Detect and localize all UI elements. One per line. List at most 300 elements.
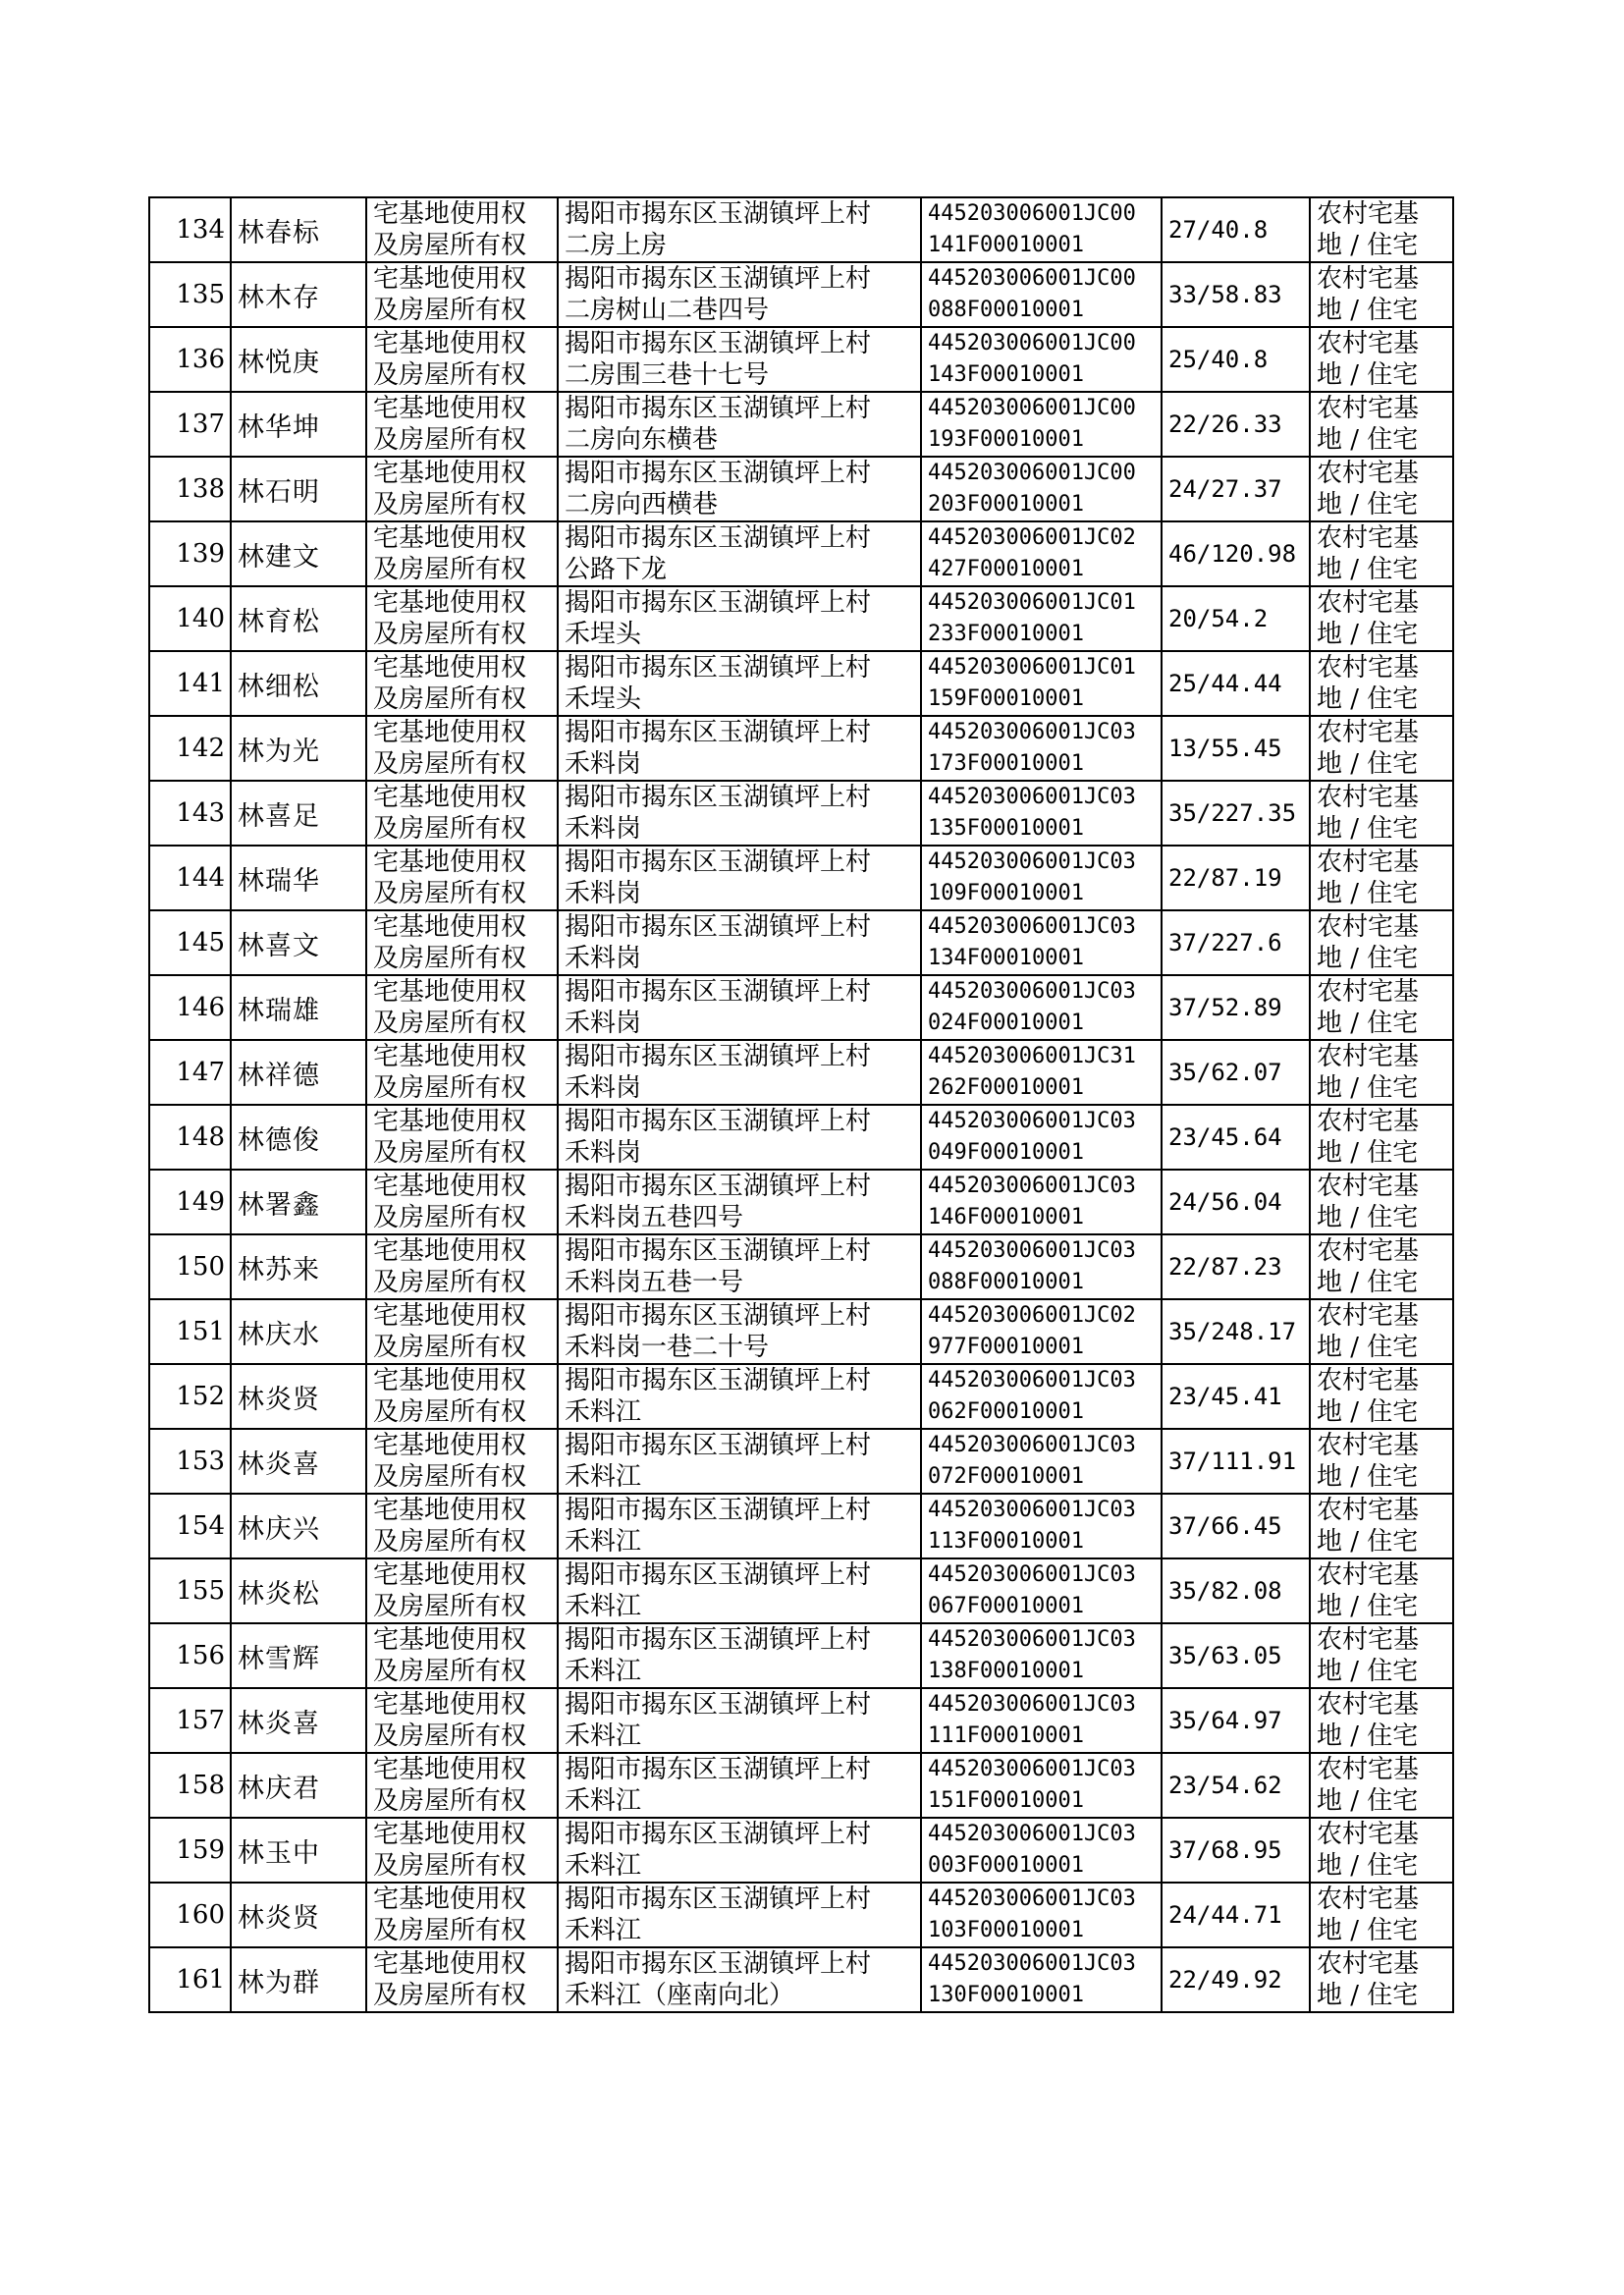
unit-code-line-2: 109F00010001 (928, 881, 1084, 905)
owner-name: 林华坤 (231, 392, 366, 457)
unit-code-line-2: 103F00010001 (928, 1918, 1084, 1942)
right-type-line-2: 及房屋所有权 (373, 1462, 527, 1492)
land-use-line-1: 农村宅基 (1317, 1820, 1420, 1849)
location-cell (558, 457, 921, 521)
location-line-2: 二房上房 (565, 231, 668, 260)
unit-code-line-2: 173F00010001 (928, 751, 1084, 776)
unit-code-line-1: 445203006001JC03 (928, 1174, 1136, 1198)
location-line-2: 禾料江 (565, 1657, 642, 1686)
row-number: 148 (149, 1105, 231, 1170)
location-line-2: 禾料江（座南向北） (565, 1981, 795, 2010)
row-number: 160 (149, 1883, 231, 1947)
right-type-line-2: 及房屋所有权 (373, 1333, 527, 1362)
owner-name: 林建文 (231, 521, 366, 586)
register-body (149, 197, 1453, 2012)
location-line-2: 二房向东横巷 (565, 425, 719, 455)
land-use-line-1: 农村宅基 (1317, 1301, 1420, 1331)
location-cell (558, 1364, 921, 1429)
area-value: 24/27.37 (1162, 457, 1310, 521)
land-use-line-1: 农村宅基 (1317, 1366, 1420, 1395)
unit-code-cell (921, 1105, 1162, 1170)
row-number: 150 (149, 1234, 231, 1299)
unit-code-line-1: 445203006001JC03 (928, 914, 1136, 939)
land-use-line-2: 地 / 住宅 (1317, 684, 1419, 714)
right-type-line-2: 及房屋所有权 (373, 360, 527, 390)
right-type-line-2: 及房屋所有权 (373, 1851, 527, 1881)
table-row (149, 1623, 1453, 1688)
area-value: 35/62.07 (1162, 1040, 1310, 1105)
location-line-1: 揭阳市揭东区玉湖镇坪上村 (565, 329, 872, 358)
unit-code-line-2: 262F00010001 (928, 1075, 1084, 1100)
location-cell (558, 262, 921, 327)
unit-code-line-1: 445203006001JC03 (928, 720, 1136, 744)
right-type-line-1: 宅基地使用权 (373, 1496, 527, 1525)
land-use-cell (1310, 1623, 1453, 1688)
land-use-cell (1310, 327, 1453, 392)
row-number: 159 (149, 1818, 231, 1883)
unit-code-cell (921, 716, 1162, 781)
right-type-cell (366, 1105, 558, 1170)
unit-code-line-2: 143F00010001 (928, 362, 1084, 387)
unit-code-line-2: 141F00010001 (928, 233, 1084, 257)
location-line-2: 二房树山二巷四号 (565, 296, 770, 325)
unit-code-line-1: 445203006001JC03 (928, 1951, 1136, 1976)
owner-name: 林炎松 (231, 1558, 366, 1623)
owner-name: 林署鑫 (231, 1170, 366, 1234)
unit-code-cell (921, 1558, 1162, 1623)
unit-code-line-2: 067F00010001 (928, 1594, 1084, 1618)
unit-code-line-1: 445203006001JC03 (928, 1238, 1136, 1263)
right-type-line-1: 宅基地使用权 (373, 329, 527, 358)
unit-code-line-2: 024F00010001 (928, 1011, 1084, 1035)
unit-code-line-1: 445203006001JC03 (928, 1562, 1136, 1587)
right-type-line-1: 宅基地使用权 (373, 1625, 527, 1655)
unit-code-line-1: 445203006001JC00 (928, 461, 1136, 485)
row-number: 156 (149, 1623, 231, 1688)
unit-code-line-1: 445203006001JC00 (928, 331, 1136, 355)
right-type-line-2: 及房屋所有权 (373, 684, 527, 714)
right-type-line-1: 宅基地使用权 (373, 264, 527, 294)
location-line-1: 揭阳市揭东区玉湖镇坪上村 (565, 1366, 872, 1395)
unit-code-line-2: 203F00010001 (928, 492, 1084, 517)
land-use-cell (1310, 651, 1453, 716)
owner-name: 林炎贤 (231, 1364, 366, 1429)
area-value: 22/87.23 (1162, 1234, 1310, 1299)
location-line-1: 揭阳市揭东区玉湖镇坪上村 (565, 394, 872, 423)
right-type-line-2: 及房屋所有权 (373, 1268, 527, 1297)
location-cell (558, 1299, 921, 1364)
unit-code-line-1: 445203006001JC03 (928, 1822, 1136, 1846)
location-line-1: 揭阳市揭东区玉湖镇坪上村 (565, 1690, 872, 1720)
unit-code-cell (921, 327, 1162, 392)
table-row (149, 327, 1453, 392)
right-type-cell (366, 1299, 558, 1364)
area-value: 37/227.6 (1162, 910, 1310, 975)
right-type-line-1: 宅基地使用权 (373, 459, 527, 488)
location-line-2: 禾料岗五巷一号 (565, 1268, 744, 1297)
right-type-cell (366, 651, 558, 716)
area-value: 27/40.8 (1162, 197, 1310, 262)
land-use-line-2: 地 / 住宅 (1317, 490, 1419, 519)
right-type-line-1: 宅基地使用权 (373, 912, 527, 942)
unit-code-cell (921, 1040, 1162, 1105)
location-line-1: 揭阳市揭东区玉湖镇坪上村 (565, 1431, 872, 1460)
land-use-cell (1310, 521, 1453, 586)
row-number: 139 (149, 521, 231, 586)
land-use-line-2: 地 / 住宅 (1317, 1721, 1419, 1751)
location-line-1: 揭阳市揭东区玉湖镇坪上村 (565, 912, 872, 942)
right-type-line-2: 及房屋所有权 (373, 555, 527, 584)
land-use-line-2: 地 / 住宅 (1317, 1203, 1419, 1232)
owner-name: 林炎贤 (231, 1883, 366, 1947)
location-line-2: 公路下龙 (565, 555, 668, 584)
right-type-cell (366, 975, 558, 1040)
unit-code-line-2: 427F00010001 (928, 557, 1084, 581)
right-type-cell (366, 1170, 558, 1234)
unit-code-line-1: 445203006001JC03 (928, 849, 1136, 874)
right-type-cell (366, 781, 558, 846)
right-type-cell (366, 1947, 558, 2012)
unit-code-line-1: 445203006001JC03 (928, 1498, 1136, 1522)
unit-code-line-1: 445203006001JC03 (928, 1757, 1136, 1781)
unit-code-cell (921, 781, 1162, 846)
location-line-1: 揭阳市揭东区玉湖镇坪上村 (565, 264, 872, 294)
right-type-cell (366, 1234, 558, 1299)
land-use-cell (1310, 1364, 1453, 1429)
row-number: 138 (149, 457, 231, 521)
location-cell (558, 1170, 921, 1234)
land-use-line-2: 地 / 住宅 (1317, 1657, 1419, 1686)
location-line-1: 揭阳市揭东区玉湖镇坪上村 (565, 783, 872, 812)
right-type-line-2: 及房屋所有权 (373, 620, 527, 649)
owner-name: 林玉中 (231, 1818, 366, 1883)
area-value: 22/49.92 (1162, 1947, 1310, 2012)
right-type-cell (366, 197, 558, 262)
land-use-cell (1310, 197, 1453, 262)
unit-code-line-2: 159F00010001 (928, 686, 1084, 711)
location-line-1: 揭阳市揭东区玉湖镇坪上村 (565, 1107, 872, 1136)
right-type-line-1: 宅基地使用权 (373, 1301, 527, 1331)
table-row (149, 846, 1453, 910)
right-type-line-2: 及房屋所有权 (373, 1073, 527, 1103)
unit-code-line-2: 072F00010001 (928, 1464, 1084, 1489)
row-number: 143 (149, 781, 231, 846)
table-row (149, 1429, 1453, 1494)
unit-code-line-2: 146F00010001 (928, 1205, 1084, 1229)
location-line-2: 禾料江 (565, 1462, 642, 1492)
unit-code-line-1: 445203006001JC03 (928, 1368, 1136, 1393)
location-line-1: 揭阳市揭东区玉湖镇坪上村 (565, 1496, 872, 1525)
unit-code-line-2: 193F00010001 (928, 427, 1084, 452)
row-number: 145 (149, 910, 231, 975)
location-line-1: 揭阳市揭东区玉湖镇坪上村 (565, 1172, 872, 1201)
land-use-line-2: 地 / 住宅 (1317, 1592, 1419, 1621)
land-use-line-1: 农村宅基 (1317, 718, 1420, 747)
location-line-2: 禾料岗五巷四号 (565, 1203, 744, 1232)
land-use-cell (1310, 910, 1453, 975)
owner-name: 林祥德 (231, 1040, 366, 1105)
land-use-line-1: 农村宅基 (1317, 329, 1420, 358)
row-number: 137 (149, 392, 231, 457)
location-cell (558, 1494, 921, 1558)
table-row (149, 1494, 1453, 1558)
location-line-1: 揭阳市揭东区玉湖镇坪上村 (565, 199, 872, 229)
location-cell (558, 586, 921, 651)
unit-code-cell (921, 910, 1162, 975)
land-use-line-1: 农村宅基 (1317, 977, 1420, 1007)
unit-code-line-2: 003F00010001 (928, 1853, 1084, 1878)
location-line-1: 揭阳市揭东区玉湖镇坪上村 (565, 523, 872, 553)
right-type-cell (366, 327, 558, 392)
location-line-2: 禾料江 (565, 1721, 642, 1751)
table-row (149, 1105, 1453, 1170)
right-type-line-1: 宅基地使用权 (373, 1042, 527, 1071)
right-type-line-2: 及房屋所有权 (373, 231, 527, 260)
owner-name: 林雪辉 (231, 1623, 366, 1688)
owner-name: 林为群 (231, 1947, 366, 2012)
location-line-2: 禾料岗 (565, 879, 642, 908)
area-value: 35/248.17 (1162, 1299, 1310, 1364)
right-type-cell (366, 1429, 558, 1494)
unit-code-line-2: 113F00010001 (928, 1529, 1084, 1554)
owner-name: 林苏来 (231, 1234, 366, 1299)
land-use-line-1: 农村宅基 (1317, 653, 1420, 683)
location-line-1: 揭阳市揭东区玉湖镇坪上村 (565, 1301, 872, 1331)
unit-code-line-1: 445203006001JC02 (928, 1303, 1136, 1328)
location-cell (558, 1234, 921, 1299)
location-line-2: 禾料岗一巷二十号 (565, 1333, 770, 1362)
location-cell (558, 651, 921, 716)
unit-code-line-2: 049F00010001 (928, 1140, 1084, 1165)
unit-code-cell (921, 197, 1162, 262)
right-type-line-2: 及房屋所有权 (373, 944, 527, 973)
right-type-cell (366, 716, 558, 781)
area-value: 13/55.45 (1162, 716, 1310, 781)
right-type-line-1: 宅基地使用权 (373, 653, 527, 683)
row-number: 146 (149, 975, 231, 1040)
right-type-line-1: 宅基地使用权 (373, 1949, 527, 1979)
land-use-line-2: 地 / 住宅 (1317, 1397, 1419, 1427)
right-type-line-2: 及房屋所有权 (373, 425, 527, 455)
land-use-cell (1310, 1429, 1453, 1494)
location-line-1: 揭阳市揭东区玉湖镇坪上村 (565, 718, 872, 747)
unit-code-cell (921, 392, 1162, 457)
right-type-line-1: 宅基地使用权 (373, 783, 527, 812)
unit-code-cell (921, 1299, 1162, 1364)
right-type-line-2: 及房屋所有权 (373, 1657, 527, 1686)
table-row (149, 910, 1453, 975)
location-line-2: 禾埕头 (565, 620, 642, 649)
land-use-line-1: 农村宅基 (1317, 394, 1420, 423)
land-use-cell (1310, 846, 1453, 910)
row-number: 149 (149, 1170, 231, 1234)
unit-code-cell (921, 1234, 1162, 1299)
owner-name: 林庆水 (231, 1299, 366, 1364)
right-type-line-1: 宅基地使用权 (373, 1107, 527, 1136)
owner-name: 林炎喜 (231, 1429, 366, 1494)
land-use-line-2: 地 / 住宅 (1317, 814, 1419, 844)
area-value: 23/54.62 (1162, 1753, 1310, 1818)
area-value: 24/44.71 (1162, 1883, 1310, 1947)
row-number: 136 (149, 327, 231, 392)
owner-name: 林悦庚 (231, 327, 366, 392)
land-use-line-2: 地 / 住宅 (1317, 944, 1419, 973)
location-line-2: 禾料岗 (565, 944, 642, 973)
right-type-line-1: 宅基地使用权 (373, 1431, 527, 1460)
unit-code-line-2: 130F00010001 (928, 1983, 1084, 2007)
land-use-cell (1310, 716, 1453, 781)
right-type-line-2: 及房屋所有权 (373, 1203, 527, 1232)
land-use-cell (1310, 586, 1453, 651)
area-value: 23/45.64 (1162, 1105, 1310, 1170)
land-use-line-2: 地 / 住宅 (1317, 1981, 1419, 2010)
right-type-line-2: 及房屋所有权 (373, 749, 527, 779)
table-row (149, 781, 1453, 846)
right-type-cell (366, 846, 558, 910)
unit-code-line-1: 445203006001JC31 (928, 1044, 1136, 1068)
right-type-line-1: 宅基地使用权 (373, 847, 527, 877)
land-use-line-2: 地 / 住宅 (1317, 425, 1419, 455)
land-use-line-1: 农村宅基 (1317, 1107, 1420, 1136)
land-use-line-1: 农村宅基 (1317, 1431, 1420, 1460)
unit-code-line-1: 445203006001JC00 (928, 201, 1136, 226)
right-type-line-1: 宅基地使用权 (373, 394, 527, 423)
right-type-line-2: 及房屋所有权 (373, 1721, 527, 1751)
land-use-cell (1310, 1883, 1453, 1947)
land-use-cell (1310, 975, 1453, 1040)
land-use-line-2: 地 / 住宅 (1317, 1527, 1419, 1557)
right-type-line-2: 及房屋所有权 (373, 1009, 527, 1038)
land-use-line-2: 地 / 住宅 (1317, 360, 1419, 390)
unit-code-line-1: 445203006001JC00 (928, 396, 1136, 420)
land-use-line-1: 农村宅基 (1317, 264, 1420, 294)
owner-name: 林喜文 (231, 910, 366, 975)
location-cell (558, 1947, 921, 2012)
owner-name: 林春标 (231, 197, 366, 262)
area-value: 24/56.04 (1162, 1170, 1310, 1234)
land-use-cell (1310, 1818, 1453, 1883)
land-use-line-2: 地 / 住宅 (1317, 231, 1419, 260)
land-use-line-1: 农村宅基 (1317, 912, 1420, 942)
right-type-line-1: 宅基地使用权 (373, 1172, 527, 1201)
land-use-line-1: 农村宅基 (1317, 783, 1420, 812)
unit-code-cell (921, 586, 1162, 651)
location-line-2: 禾料江 (565, 1527, 642, 1557)
row-number: 152 (149, 1364, 231, 1429)
unit-code-line-1: 445203006001JC03 (928, 1886, 1136, 1911)
right-type-cell (366, 1623, 558, 1688)
table-row (149, 392, 1453, 457)
row-number: 157 (149, 1688, 231, 1753)
row-number: 147 (149, 1040, 231, 1105)
unit-code-line-1: 445203006001JC03 (928, 1433, 1136, 1457)
land-use-line-2: 地 / 住宅 (1317, 1462, 1419, 1492)
location-cell (558, 716, 921, 781)
row-number: 155 (149, 1558, 231, 1623)
location-cell (558, 1688, 921, 1753)
unit-code-line-2: 088F00010001 (928, 1270, 1084, 1294)
location-cell (558, 1558, 921, 1623)
unit-code-line-2: 062F00010001 (928, 1399, 1084, 1424)
table-row (149, 1883, 1453, 1947)
right-type-cell (366, 1040, 558, 1105)
row-number: 142 (149, 716, 231, 781)
unit-code-line-1: 445203006001JC03 (928, 785, 1136, 809)
area-value: 35/64.97 (1162, 1688, 1310, 1753)
location-line-1: 揭阳市揭东区玉湖镇坪上村 (565, 847, 872, 877)
right-type-line-1: 宅基地使用权 (373, 1820, 527, 1849)
right-type-cell (366, 1494, 558, 1558)
location-line-1: 揭阳市揭东区玉湖镇坪上村 (565, 1820, 872, 1849)
unit-code-line-1: 445203006001JC03 (928, 1627, 1136, 1652)
land-use-cell (1310, 1170, 1453, 1234)
right-type-cell (366, 1883, 558, 1947)
unit-code-cell (921, 1494, 1162, 1558)
land-use-line-1: 农村宅基 (1317, 1885, 1420, 1914)
land-use-line-1: 农村宅基 (1317, 847, 1420, 877)
unit-code-line-1: 445203006001JC02 (928, 525, 1136, 550)
owner-name: 林石明 (231, 457, 366, 521)
unit-code-cell (921, 1818, 1162, 1883)
unit-code-cell (921, 975, 1162, 1040)
location-cell (558, 327, 921, 392)
land-use-cell (1310, 457, 1453, 521)
right-type-cell (366, 910, 558, 975)
unit-code-cell (921, 1429, 1162, 1494)
land-use-cell (1310, 1299, 1453, 1364)
unit-code-cell (921, 521, 1162, 586)
owner-name: 林细松 (231, 651, 366, 716)
table-row (149, 1947, 1453, 2012)
row-number: 144 (149, 846, 231, 910)
location-line-1: 揭阳市揭东区玉湖镇坪上村 (565, 588, 872, 618)
land-use-cell (1310, 1040, 1453, 1105)
owner-name: 林德俊 (231, 1105, 366, 1170)
table-row (149, 1818, 1453, 1883)
unit-code-cell (921, 1947, 1162, 2012)
owner-name: 林庆君 (231, 1753, 366, 1818)
right-type-line-1: 宅基地使用权 (373, 1755, 527, 1784)
table-row (149, 1234, 1453, 1299)
table-row (149, 1688, 1453, 1753)
unit-code-cell (921, 1883, 1162, 1947)
land-use-line-2: 地 / 住宅 (1317, 749, 1419, 779)
unit-code-cell (921, 262, 1162, 327)
right-type-line-1: 宅基地使用权 (373, 199, 527, 229)
unit-code-line-2: 138F00010001 (928, 1659, 1084, 1683)
unit-code-line-1: 445203006001JC03 (928, 1692, 1136, 1717)
right-type-cell (366, 521, 558, 586)
area-value: 25/40.8 (1162, 327, 1310, 392)
table-row (149, 975, 1453, 1040)
land-use-cell (1310, 1753, 1453, 1818)
area-value: 35/82.08 (1162, 1558, 1310, 1623)
location-line-2: 禾料岗 (565, 814, 642, 844)
unit-code-cell (921, 651, 1162, 716)
right-type-cell (366, 1558, 558, 1623)
land-use-cell (1310, 1105, 1453, 1170)
owner-name: 林瑞华 (231, 846, 366, 910)
land-use-cell (1310, 1494, 1453, 1558)
land-use-line-1: 农村宅基 (1317, 1042, 1420, 1071)
area-value: 22/87.19 (1162, 846, 1310, 910)
area-value: 37/111.91 (1162, 1429, 1310, 1494)
location-line-1: 揭阳市揭东区玉湖镇坪上村 (565, 459, 872, 488)
location-line-1: 揭阳市揭东区玉湖镇坪上村 (565, 977, 872, 1007)
right-type-line-1: 宅基地使用权 (373, 718, 527, 747)
right-type-line-1: 宅基地使用权 (373, 588, 527, 618)
land-use-line-1: 农村宅基 (1317, 1496, 1420, 1525)
